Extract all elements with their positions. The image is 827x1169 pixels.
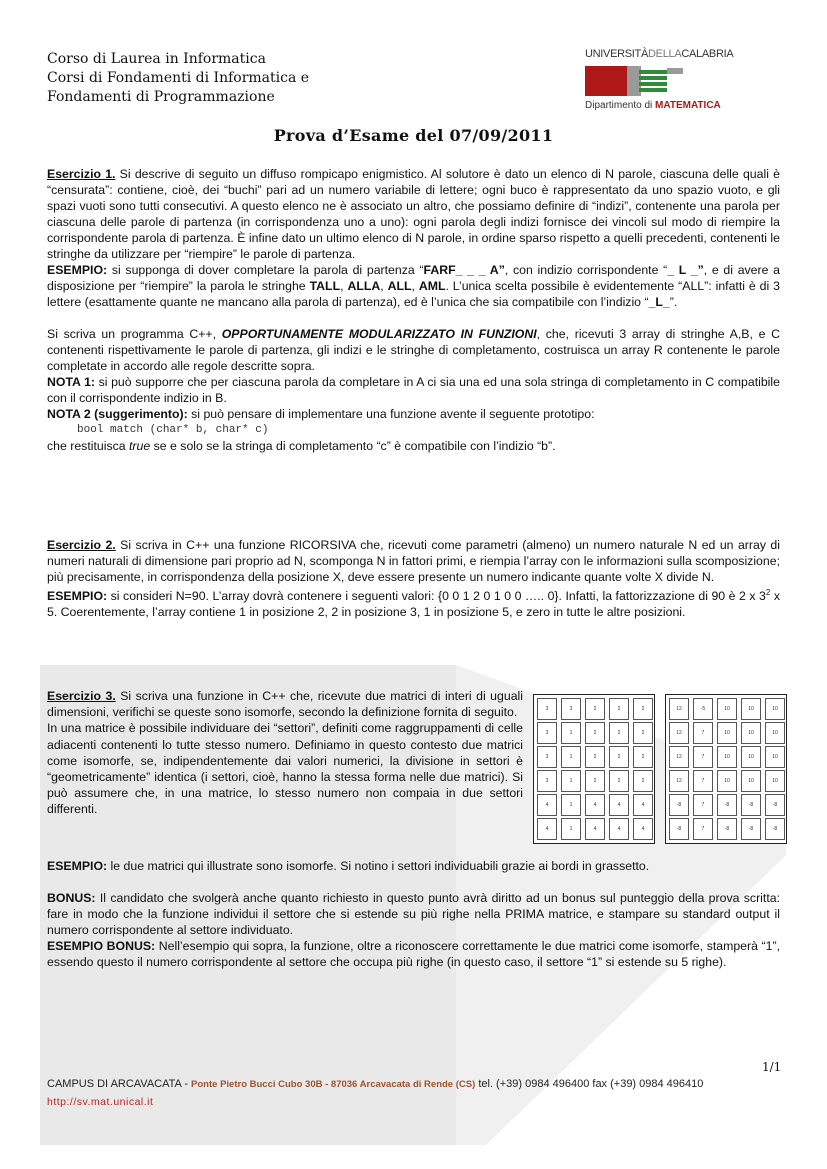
matrix-cell: 3 — [537, 698, 557, 720]
ex1-closing: che restituisca true se e solo se la stringa di completamento “c” è compatibile con l’indizio “b”. — [47, 439, 556, 453]
ex2-heading: Esercizio 2. — [47, 538, 116, 552]
ex3-intro: Esercizio 3. Si scriva una funzione in C++ che, ricevute due matrici di interi di uguali dimensioni, verifichi se queste sono isomorfe, secondo la definizione fornita di seguito. — [47, 689, 524, 720]
matrix-cell: -5 — [693, 698, 713, 720]
department-name: Dipartimento di MATEMATICA — [585, 100, 721, 111]
matrix-cell: 1 — [561, 794, 581, 816]
ex1-note-1: NOTA 1: si può supporre che per ciascuna parola da completare in A ci sia una ed una sola stringa di completamento in C compatibile con il corrispondente indizio in B. — [47, 375, 780, 405]
matrix-cell: 10 — [765, 722, 785, 744]
ex3-bonus-example: ESEMPIO BONUS: Nell’esempio qui sopra, la funzione, oltre a riconoscere correttamente le due matrici come isomorfe, stamperà “1”, essendo questo il numero corrispondente al settore che occupa più righe (in questo caso, il settore “1” si estende su 5 righe). — [47, 939, 780, 969]
matrix-cell: 10 — [717, 770, 737, 792]
ex2-intro: Esercizio 2. Si scriva in C++ una funzione RICORSIVA che, ricevuti come parametri (almeno) un numero naturale N ed un array di numeri naturali di dimensione pari proprio ad N, scomponga N in fattori primi, e riempia l’array con le informazioni sulla scomposizione; più precisamente, in corrispondenza della posizione X, deve essere presente un numero indicante quante volte X divide N. — [47, 538, 781, 584]
ex1-intro: Esercizio 1. Si descrive di seguito un diffuso rompicapo enigmistico. Al solutore è dato un elenco di N parole, ciascuna delle quali è “censurata”: contiene, cioè, dei “buchi” pari ad un numero variabile di lettere; ogni buco è rappresentato da uno spazio vuoto, e gli spazi vuoti sono tutti consecutivi. A questo elenco ne è associato un altro, che possiamo definire di “indizi”, contenente una parola per ciascuna delle parole di partenza (in corrispondenza uno a uno): ogni parola degli indizi fornisce dei vincoli sul modo di riempire la corrispondente parola di partenza. È infine dato un ultimo elenco di N parole, in ordine sparso rispetto a quelli precedenti, contenenti le stringhe da utilizzare per “riempire” le parole di partenza. — [47, 167, 780, 261]
exercise-3 — [47, 688, 523, 818]
matrix-cell: 1 — [561, 818, 581, 840]
footer-url[interactable]: http://sv.mat.unical.it — [47, 1096, 154, 1108]
matrix-cell: 1 — [561, 722, 581, 744]
university-logo — [585, 48, 745, 118]
matrix-cell: 12 — [669, 770, 689, 792]
ex3-bonus: BONUS: Il candidato che svolgerà anche quanto richiesto in questo punto avrà diritto ad un bonus sul punteggio della prova scritta: fare in modo che la funzione individui il settore che si estende su più righe nella PRIMA matrice, e stampare su standard output il numero corrispondente al settore individuato. — [47, 891, 780, 937]
course-line-3: Fondamenti di Programmazione — [47, 89, 275, 105]
matrix-cell: 2 — [633, 698, 653, 720]
footer-phone: tel. (+39) 0984 496400 fax (+39) 0984 496410 — [475, 1078, 704, 1090]
matrix-cell: 3 — [537, 770, 557, 792]
matrix-cell: 10 — [741, 746, 761, 768]
matrix-cell: -8 — [669, 818, 689, 840]
exercise-2 — [47, 537, 780, 620]
matrix-cell: 3 — [537, 746, 557, 768]
ex2-example: ESEMPIO: si consideri N=90. L’array dovrà contenere i seguenti valori: {0 0 1 2 0 1 0 0 ….. 0}. Infatti, la fattorizzazione di 90 è 2 x $3^2$ x 5. Coerentemente, l’array contiene 1 in posizione 2, 2 in posizione 3, 1 in posizione 5, e zero in tutte le altre posizioni. — [47, 588, 780, 620]
matrix-cell: 7 — [693, 818, 713, 840]
matrix-cell: 2 — [633, 770, 653, 792]
matrix-cell: 2 — [585, 746, 605, 768]
matrix-cell: -8 — [741, 794, 761, 816]
matrix-cell: 4 — [633, 818, 653, 840]
matrix-cell: 3 — [561, 698, 581, 720]
matrix-cell: 2 — [585, 770, 605, 792]
matrix-cell: 10 — [765, 698, 785, 720]
matrix-cell: 4 — [537, 818, 557, 840]
matrix-a — [533, 694, 655, 844]
matrix-cell: 10 — [741, 722, 761, 744]
footer-address: Ponte Pietro Bucci Cubo 30B - 87036 Arcavacata di Rende (CS) — [191, 1079, 476, 1090]
matrix-cell: -8 — [741, 818, 761, 840]
ex3-heading: Esercizio 3. — [47, 689, 116, 703]
exercise-3-continued — [47, 858, 780, 970]
course-line-2: Corsi di Fondamenti di Informatica e — [47, 70, 310, 86]
page-number: 1/1 — [762, 1060, 782, 1074]
logo-stripes-icon — [585, 62, 685, 98]
ex3-example: ESEMPIO: le due matrici qui illustrate sono isomorfe. Si notino i settori individuabili grazie ai bordi in grassetto. — [47, 859, 650, 873]
matrix-cell: 10 — [741, 698, 761, 720]
matrix-cell: 2 — [609, 770, 629, 792]
ex1-note-2: NOTA 2 (suggerimento): si può pensare di implementare una funzione avente il seguente prototipo: — [47, 407, 595, 421]
matrix-cell: 7 — [693, 770, 713, 792]
matrix-cell: 12 — [669, 698, 689, 720]
ex1-prototype-code: bool match (char* b, char* c) — [77, 424, 269, 436]
matrix-cell: 2 — [585, 722, 605, 744]
matrix-cell: 10 — [717, 746, 737, 768]
exercise-1 — [47, 166, 780, 454]
matrix-cell: -8 — [669, 794, 689, 816]
ex1-task: Si scriva un programma C++, OPPORTUNAMENTE MODULARIZZATO IN FUNZIONI, che, ricevuti 3 array di stringhe A,B, e C contenenti rispettivamente le parole di partenza, gli indizi e le stringhe di completamento, costruisca un array R contenente le parole completate in accordo alle regole descritte sopra. — [47, 327, 780, 373]
university-name: UNIVERSITÀDELLACALABRIA — [585, 48, 734, 60]
matrix-cell: -8 — [765, 818, 785, 840]
matrix-cell: 7 — [693, 722, 713, 744]
matrix-cell: 7 — [693, 794, 713, 816]
course-line-1: Corso di Laurea in Informatica — [47, 51, 266, 67]
matrix-cell: 4 — [633, 794, 653, 816]
matrix-cell: 4 — [585, 818, 605, 840]
matrix-b — [665, 694, 787, 844]
ex3-definition: In una matrice è possibile individuare dei “settori”, definiti come raggruppamenti di celle adiacenti contenenti lo tutte stesso numero. Definiamo in questo contesto due matrici come isomorfe, se, indipendentemente dai valori numerici, la divisione in settori è “geometricamente” identica (i settori, cioè, hanno la stessa forma nelle due matrici). Si può assumere che, in una matrice, lo stesso numero non compaia in due settori differenti. — [47, 721, 523, 817]
matrix-cell: 10 — [765, 770, 785, 792]
matrix-cell: 10 — [717, 722, 737, 744]
matrix-cell: 4 — [609, 818, 629, 840]
matrix-cell: 4 — [537, 794, 557, 816]
matrix-cell: 7 — [693, 746, 713, 768]
matrix-cell: 1 — [561, 770, 581, 792]
matrix-cell: 4 — [609, 794, 629, 816]
matrix-cell: 2 — [609, 746, 629, 768]
exam-title: Prova d’Esame del 07/09/2011 — [273, 126, 554, 145]
matrix-cell: -8 — [717, 794, 737, 816]
matrix-cell: 2 — [585, 698, 605, 720]
matrix-cell: 1 — [561, 746, 581, 768]
matrix-cell: 2 — [609, 722, 629, 744]
matrix-cell: 2 — [633, 746, 653, 768]
matrix-cell: 3 — [537, 722, 557, 744]
matrix-cell: 2 — [633, 722, 653, 744]
matrix-cell: 10 — [717, 698, 737, 720]
course-header — [47, 50, 309, 107]
matrix-cell: 12 — [669, 722, 689, 744]
matrix-cell: 4 — [585, 794, 605, 816]
ex1-example: ESEMPIO: si supponga di dover completare la parola di partenza “FARF_ _ _ A”, con indizio corrispondente “_ L _”, e di avere a disposizione per “riempire” la parola le stringhe TALL, ALLA, ALL, AML. L’unica scelta possibile è evidentemente “ALL”: infatti è di 3 lettere (esattamente quante ne mancano alla parola di partenza), ed è l’unica che sia compatibile con l’indizio “_L_”. — [47, 263, 780, 309]
matrix-cell: -8 — [765, 794, 785, 816]
matrix-cell: 12 — [669, 746, 689, 768]
ex1-heading: Esercizio 1. — [47, 167, 116, 181]
matrix-cell: 10 — [765, 746, 785, 768]
matrix-cell: 10 — [741, 770, 761, 792]
footer — [47, 1078, 703, 1108]
footer-campus: CAMPUS DI ARCAVACATA - — [47, 1078, 192, 1090]
matrix-cell: -8 — [717, 818, 737, 840]
matrix-cell: 2 — [609, 698, 629, 720]
